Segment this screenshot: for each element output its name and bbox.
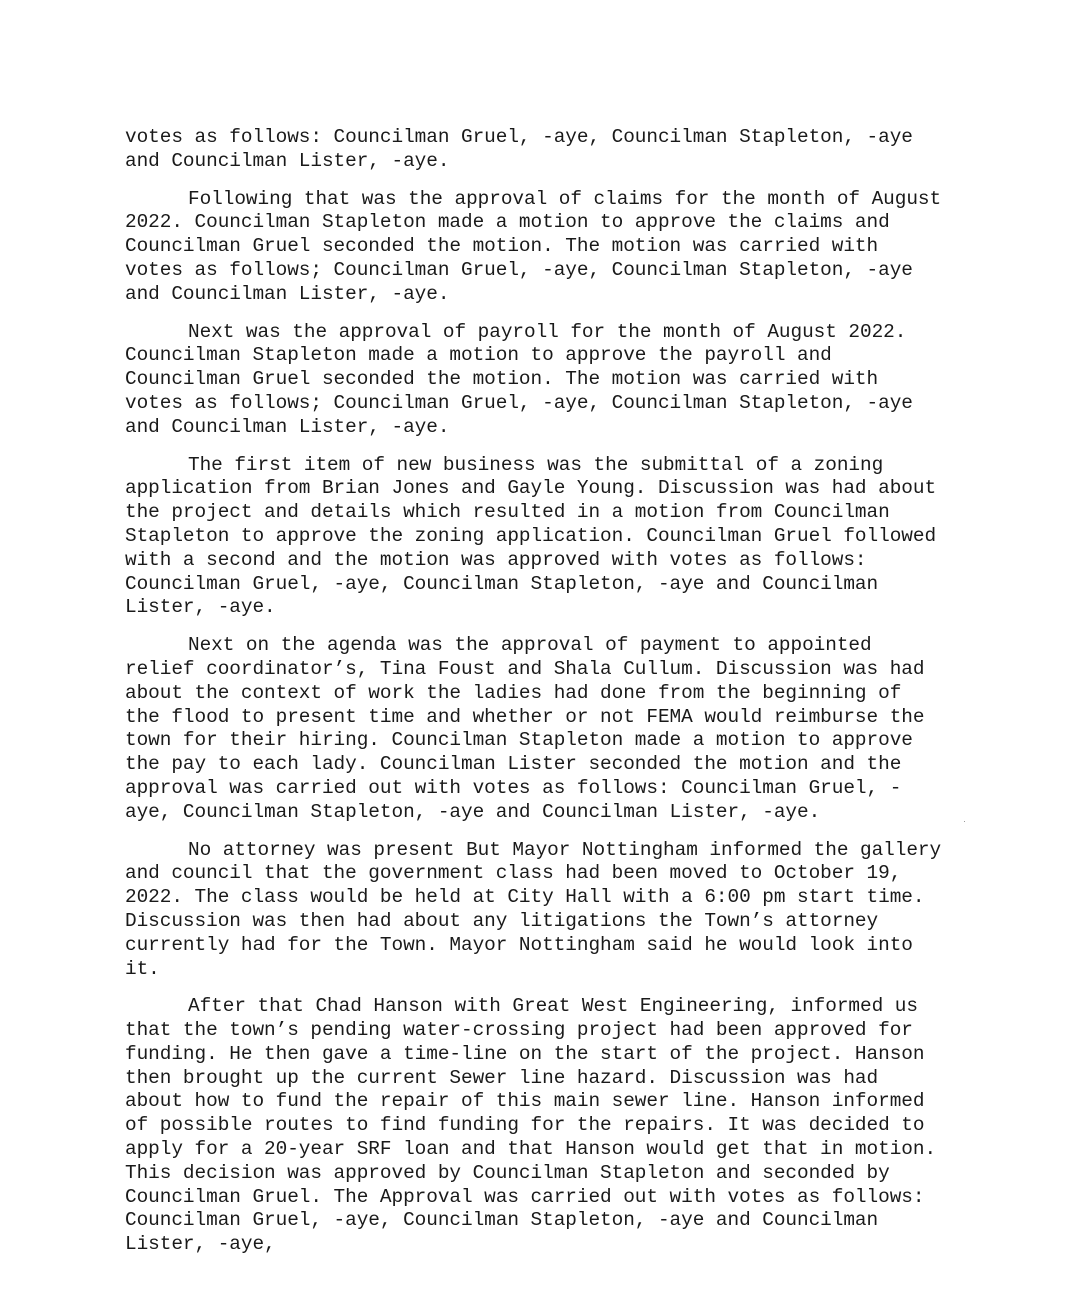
text-line: Discussion was then had about any litigations the Town’s attorney [125, 909, 879, 932]
text-line: the pay to each lady. Councilman Lister seconded the motion and the [125, 753, 902, 776]
text-line: Next on the agenda was the approval of payment to appointed [188, 634, 872, 657]
text-line: about how to fund the repair of this main sewer line. Hanson informed [125, 1090, 925, 1113]
text-line: votes as follows; Councilman Gruel, -aye, Councilman Stapleton, -aye [125, 258, 913, 281]
text-line: This decision was approved by Councilman Stapleton and seconded by [125, 1161, 890, 1184]
text-line: No attorney was present But Mayor Nottingham informed the gallery [188, 838, 942, 861]
text-line: Stapleton to approve the zoning application. Councilman Gruel followed [125, 524, 937, 547]
text-line: relief coordinator’s, Tina Foust and Shala Cullum. Discussion was had [125, 657, 925, 680]
text-line: and Councilman Lister, -aye. [125, 149, 450, 172]
text-line: with a second and the motion was approved with votes as follows: [125, 548, 867, 571]
text-line: funding. He then gave a time-line on the start of the project. Hanson [125, 1042, 925, 1065]
text-line: Councilman Stapleton made a motion to approve the payroll and [125, 344, 832, 367]
text-line: Councilman Gruel seconded the motion. The motion was carried with [125, 368, 879, 391]
text-line: and Councilman Lister, -aye. [125, 415, 450, 438]
text-line: the flood to present time and whether or not FEMA would reimburse the [125, 705, 925, 728]
text-line: it. [125, 957, 160, 980]
text-line: Lister, -aye. [125, 596, 276, 619]
text-line: Following that was the approval of claims for the month of August [188, 187, 942, 210]
text-line: 2022. Councilman Stapleton made a motion to approve the claims and [125, 211, 890, 234]
text-line: Councilman Gruel, -aye, Councilman Stapleton, -aye and Councilman [125, 1209, 879, 1232]
text-line: approval was carried out with votes as follows: Councilman Gruel, - [125, 776, 902, 799]
text-line: of possible routes to find funding for the repairs. It was decided to [125, 1114, 925, 1137]
text-line: application from Brian Jones and Gayle Young. Discussion was had about [125, 477, 937, 500]
text-line: aye, Councilman Stapleton, -aye and Councilman Lister, -aye. [125, 800, 821, 823]
text-line: about the context of work the ladies had done from the beginning of [125, 681, 902, 704]
text-line: Councilman Gruel, -aye, Councilman Stapleton, -aye and Councilman [125, 572, 879, 595]
text-line: that the town’s pending water-crossing project had been approved for [125, 1019, 913, 1042]
paragraph-attorney-report [125, 839, 985, 982]
text-line: The first item of new business was the submittal of a zoning [188, 453, 884, 476]
text-line: currently had for the Town. Mayor Nottingham said he would look into [125, 933, 913, 956]
text-line: and Councilman Lister, -aye. [125, 282, 450, 305]
text-line: and council that the government class had been moved to October 19, [125, 862, 902, 885]
text-line: 2022. The class would be held at City Hall with a 6:00 pm start time. [125, 886, 925, 909]
text-line: Councilman Gruel seconded the motion. The motion was carried with [125, 235, 879, 258]
text-line: votes as follows; Councilman Gruel, -aye, Councilman Stapleton, -aye [125, 391, 913, 414]
paragraph-vote-continuation [125, 126, 985, 174]
text-line: town for their hiring. Councilman Stapleton made a motion to approve [125, 729, 913, 752]
text-line: apply for a 20-year SRF loan and that Hanson would get that in motion. [125, 1138, 937, 1161]
text-line: then brought up the current Sewer line hazard. Discussion was had [125, 1066, 879, 1089]
text-line: Councilman Gruel. The Approval was carried out with votes as follows: [125, 1185, 925, 1208]
document-page [125, 126, 985, 1271]
paragraph-payroll-approval [125, 321, 985, 440]
paragraph-claims-approval [125, 188, 985, 307]
text-line: After that Chad Hanson with Great West Engineering, informed us [188, 995, 918, 1018]
paragraph-zoning-application [125, 454, 985, 621]
text-line: Next was the approval of payroll for the month of August 2022. [188, 320, 907, 343]
text-line: the project and details which resulted in a motion from Councilman [125, 501, 890, 524]
text-line: votes as follows: Councilman Gruel, -aye, Councilman Stapleton, -aye [125, 126, 913, 148]
paragraph-engineering-report [125, 995, 985, 1257]
text-line: Lister, -aye, [125, 1233, 276, 1256]
paragraph-relief-coordinators [125, 634, 985, 824]
scan-speck [964, 821, 965, 822]
